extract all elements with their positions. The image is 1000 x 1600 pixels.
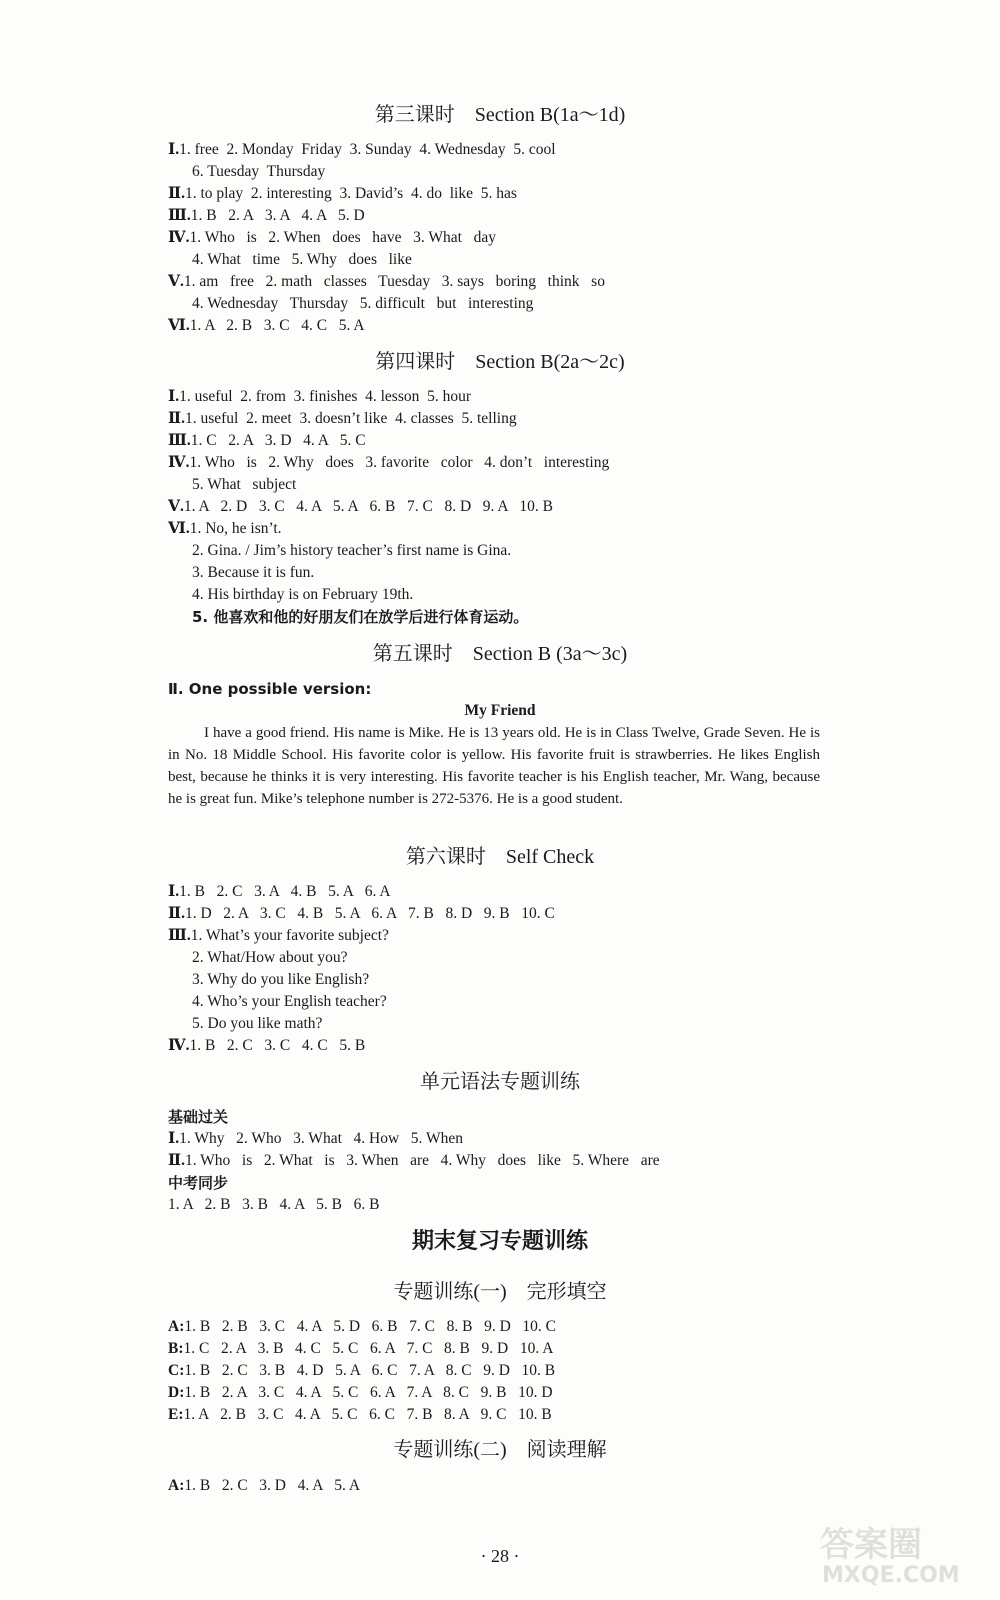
answer-line: 5. What subject bbox=[192, 476, 297, 493]
answer-line: Ⅱ.1. useful 2. meet 3. doesn’t like 4. classes 5. telling bbox=[168, 410, 517, 427]
answer-line: 3. Because it is fun. bbox=[192, 564, 315, 581]
watermark-text-cn: 答案圈 bbox=[820, 1525, 922, 1565]
essay-title: My Friend bbox=[464, 702, 536, 719]
answer-line: Ⅲ.1. C 2. A 3. D 4. A 5. C bbox=[168, 432, 366, 449]
answer-line: Ⅰ.1. B 2. C 3. A 4. B 5. A 6. A bbox=[168, 883, 391, 900]
answer-line: 4. His birthday is on February 19th. bbox=[192, 586, 414, 603]
answer-line: Ⅳ.1. B 2. C 3. C 4. C 5. B bbox=[168, 1037, 366, 1054]
answer-line: A:1. B 2. C 3. D 4. A 5. A bbox=[168, 1477, 361, 1494]
answer-line: Ⅱ.1. to play 2. interesting 3. David’s 4. do like 5. has bbox=[168, 185, 517, 202]
answer-line: Ⅳ.1. Who is 2. When does have 3. What day bbox=[168, 229, 496, 246]
answer-line: Ⅴ.1. am free 2. math classes Tuesday 3. says boring think so bbox=[168, 273, 605, 290]
answer-line: B:1. C 2. A 3. B 4. C 5. C 6. A 7. C 8. B 9. D 10. A bbox=[168, 1340, 554, 1357]
answer-line: 3. Why do you like English? bbox=[192, 971, 370, 988]
section-heading-4: 第四课时 Section B(2a～2c) bbox=[375, 351, 625, 373]
answer-line: Ⅵ.1. No, he isn’t. bbox=[168, 520, 282, 537]
watermark-logo bbox=[810, 1520, 990, 1590]
answer-line: 2. What/How about you? bbox=[192, 949, 348, 966]
answer-line: Ⅲ.1. B 2. A 3. A 4. A 5. D bbox=[168, 207, 365, 224]
answer-line: Ⅵ.1. A 2. B 3. C 4. C 5. A bbox=[168, 317, 365, 334]
answer-line: E:1. A 2. B 3. C 4. A 5. C 6. C 7. B 8. A 9. C 10. B bbox=[168, 1406, 552, 1423]
essay-label: Ⅱ. One possible version: bbox=[168, 680, 372, 698]
answer-line: 4. Wednesday Thursday 5. difficult but interesting bbox=[192, 295, 534, 312]
answer-line: 6. Tuesday Thursday bbox=[192, 163, 326, 180]
answer-line: 1. A 2. B 3. B 4. A 5. B 6. B bbox=[168, 1196, 380, 1213]
subheading-cloze: 专题训练(一) 完形填空 bbox=[393, 1281, 607, 1303]
answer-line: A:1. B 2. B 3. C 4. A 5. D 6. B 7. C 8. B 9. D 10. C bbox=[168, 1318, 556, 1335]
answer-line: D:1. B 2. A 3. C 4. A 5. C 6. A 7. A 8. C 9. B 10. D bbox=[168, 1384, 553, 1401]
section-heading-6: 第六课时 Self Check bbox=[405, 846, 595, 868]
essay-paragraph: I have a good friend. His name is Mike. He is 13 years old. He is in Class Twelve, Grade Seven. He is in No. 18 Middle School. His favorite color is yellow. His favorite fruit is strawberries. He likes English best, because he thinks it is very interesting. His favorite teacher is his English teacher, Mr. Wang, because he is great fun. Mike’s telephone number is 272-5376. He is a good student. bbox=[168, 725, 820, 807]
answer-line: 2. Gina. / Jim’s history teacher’s first name is Gina. bbox=[192, 542, 512, 559]
page-number: · 28 · bbox=[480, 1546, 520, 1566]
section-heading-grammar: 单元语法专题训练 bbox=[420, 1071, 580, 1093]
answer-line: Ⅲ.1. What’s your favorite subject? bbox=[168, 927, 389, 944]
section-heading-5: 第五课时 Section B (3a～3c) bbox=[372, 643, 628, 665]
answer-line: Ⅱ.1. Who is 2. What is 3. When are 4. Why does like 5. Where are bbox=[168, 1152, 660, 1169]
section-heading-final: 期末复习专题训练 bbox=[411, 1229, 588, 1254]
subheading-reading: 专题训练(二) 阅读理解 bbox=[393, 1439, 607, 1461]
watermark-text-en: MXQE.COM bbox=[822, 1563, 960, 1588]
answer-line: 4. What time 5. Why does like bbox=[192, 251, 412, 268]
subsection-label: 基础过关 bbox=[168, 1108, 229, 1126]
answer-line: Ⅰ.1. useful 2. from 3. finishes 4. lesson 5. hour bbox=[168, 388, 472, 405]
section-heading-3: 第三课时 Section B(1a～1d) bbox=[374, 104, 626, 126]
answer-line: Ⅴ.1. A 2. D 3. C 4. A 5. A 6. B 7. C 8. D 9. A 10. B bbox=[168, 498, 553, 515]
answer-line: Ⅱ.1. D 2. A 3. C 4. B 5. A 6. A 7. B 8. D 9. B 10. C bbox=[168, 905, 555, 922]
answer-line: 5. 他喜欢和他的好朋友们在放学后进行体育运动。 bbox=[192, 608, 529, 626]
subsection-label: 中考同步 bbox=[168, 1174, 229, 1192]
answer-line: 5. Do you like math? bbox=[192, 1015, 323, 1032]
answer-line: Ⅰ.1. free 2. Monday Friday 3. Sunday 4. Wednesday 5. cool bbox=[168, 141, 556, 158]
answer-line: 4. Who’s your English teacher? bbox=[192, 993, 387, 1010]
answer-line: Ⅳ.1. Who is 2. Why does 3. favorite color 4. don’t interesting bbox=[168, 454, 610, 471]
answer-line: C:1. B 2. C 3. B 4. D 5. A 6. C 7. A 8. C 9. D 10. B bbox=[168, 1362, 556, 1379]
answer-line: Ⅰ.1. Why 2. Who 3. What 4. How 5. When bbox=[168, 1130, 463, 1147]
